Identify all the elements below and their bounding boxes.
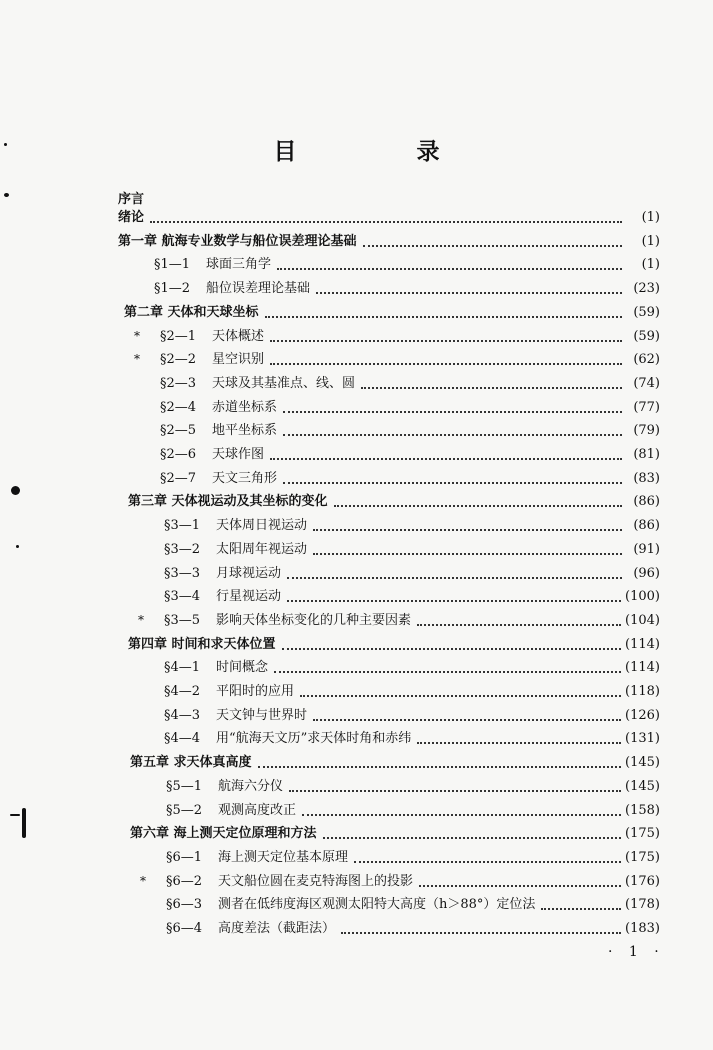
- toc-entry-title: 天文钟与世界时: [216, 708, 308, 723]
- toc-entry-label: [164, 565, 283, 583]
- toc-chapter-row: [128, 493, 660, 511]
- toc-chapter-row: [124, 304, 660, 322]
- toc-entry-label: [164, 517, 309, 535]
- toc-entry-title: 影响天体坐标变化的几种主要因素: [216, 613, 412, 628]
- leader-dots: [302, 814, 621, 816]
- toc-section-row: [166, 849, 660, 867]
- leader-dots: [283, 482, 622, 484]
- leader-dots: [541, 908, 621, 910]
- leader-dots: [300, 695, 621, 697]
- toc-page-number: (145): [625, 755, 660, 770]
- toc-section-row: [164, 588, 660, 606]
- toc-page-number: (176): [625, 874, 660, 889]
- toc-section-row: [166, 778, 660, 796]
- toc-entry-title: 地平坐标系: [212, 423, 278, 438]
- section-number: §4—1: [164, 660, 201, 675]
- scan-spot: [11, 486, 20, 495]
- toc-page-number: (59): [633, 305, 660, 320]
- toc-page-number: (178): [625, 897, 660, 912]
- section-number: §2—1: [160, 329, 197, 344]
- toc-entry-label: [166, 802, 298, 820]
- toc-section-row: [164, 541, 660, 559]
- toc-page-number: (118): [625, 684, 660, 699]
- toc-section-row: [160, 328, 660, 346]
- toc-entry-label: [160, 399, 279, 417]
- leader-dots: [313, 719, 621, 721]
- toc-chapter-row: [118, 209, 660, 227]
- toc-entry-title: 第四章 时间和求天体位置: [128, 637, 276, 652]
- toc-section-row: [160, 446, 660, 464]
- toc-page-number: (126): [625, 708, 660, 723]
- toc-entry-label: [154, 256, 273, 274]
- leader-dots: [258, 766, 622, 768]
- toc-section-row: [164, 730, 660, 748]
- toc-entry-label: [164, 588, 283, 606]
- leader-dots: [417, 624, 621, 626]
- toc-entry-title: 高度差法（截距法）: [218, 921, 336, 936]
- toc-entry-label: [164, 730, 413, 748]
- toc-entry-title: 行星视运动: [216, 589, 282, 604]
- toc-section-row: [160, 375, 660, 393]
- toc-page-number: (145): [625, 779, 660, 794]
- toc-entry-title: 天文船位圆在麦克特海图上的投影: [218, 874, 414, 889]
- toc-entry-label: [164, 683, 296, 701]
- toc-page-number: (104): [625, 613, 660, 628]
- scan-spot: [16, 545, 19, 548]
- section-number: §4—3: [164, 708, 201, 723]
- section-number: §3—3: [164, 566, 201, 581]
- toc-section-row: [164, 659, 660, 677]
- toc-entry-label: [128, 636, 278, 654]
- section-number: §2—5: [160, 423, 197, 438]
- toc-entry-label: [166, 896, 537, 914]
- toc-entry-title: 天文三角形: [212, 471, 278, 486]
- toc-page-number: (74): [633, 376, 660, 391]
- toc-entry-title: 球面三角学: [206, 257, 272, 272]
- toc-section-row: [166, 873, 660, 891]
- toc-page-number: (114): [625, 660, 660, 675]
- toc-page-number: (175): [625, 850, 660, 865]
- toc-section-row: [166, 802, 660, 820]
- toc-section-row: [160, 422, 660, 440]
- toc-entry-title: 第一章 航海专业数学与船位误差理论基础: [118, 234, 357, 249]
- leader-dots: [287, 600, 621, 602]
- leader-dots: [282, 648, 622, 650]
- toc-section-row: [164, 683, 660, 701]
- toc-entry-title: 天球作图: [212, 447, 265, 462]
- section-number: §2—7: [160, 471, 197, 486]
- toc-entry-title: 绪论: [118, 210, 145, 225]
- toc-entry-label: [160, 470, 279, 488]
- section-number: §3—4: [164, 589, 201, 604]
- toc-page-number: (183): [625, 921, 660, 936]
- toc-section-row: [166, 920, 660, 938]
- toc-entry-title: 平阳时的应用: [216, 684, 295, 699]
- toc-entry-title: 第六章 海上测天定位原理和方法: [130, 826, 317, 841]
- toc-page-number: (1): [641, 210, 660, 225]
- toc-entry-label: [118, 233, 359, 251]
- page-title: 目 录: [273, 138, 496, 165]
- toc-entry-label: [130, 754, 254, 772]
- toc-entry-label: [164, 612, 413, 630]
- leader-dots: [313, 553, 622, 555]
- toc-entry-title: 第二章 天体和天球坐标: [124, 305, 259, 320]
- toc-chapter-row: [130, 754, 660, 772]
- scan-spot: [4, 193, 9, 197]
- toc-entry-title: 月球视运动: [216, 566, 282, 581]
- toc-page-number: (81): [633, 447, 660, 462]
- toc-page-number: (1): [641, 257, 660, 272]
- asterisk-marker: *: [138, 613, 144, 627]
- toc-entry-label: [160, 422, 279, 440]
- leader-dots: [150, 221, 622, 223]
- toc-section-row: [160, 470, 660, 488]
- toc-entry-label: [160, 375, 357, 393]
- asterisk-marker: *: [140, 874, 146, 888]
- toc-entry-title: 星空识别: [212, 352, 265, 367]
- toc-entry-title: 海上测天定位基本原理: [218, 850, 349, 865]
- toc-page-number: (114): [625, 637, 660, 652]
- leader-dots: [265, 316, 622, 318]
- leader-dots: [270, 340, 622, 342]
- toc-page-number: (79): [633, 423, 660, 438]
- scan-spot: [4, 143, 7, 146]
- toc-section-row: [160, 399, 660, 417]
- section-number: §4—4: [164, 731, 201, 746]
- toc-entry-label: [160, 351, 266, 369]
- toc-entry-title: 航海六分仪: [218, 779, 284, 794]
- section-number: §6—4: [166, 921, 203, 936]
- toc-entry-label: [118, 209, 146, 227]
- leader-dots: [417, 742, 621, 744]
- leader-dots: [316, 292, 622, 294]
- leader-dots: [363, 245, 622, 247]
- leader-dots: [277, 268, 622, 270]
- leader-dots: [274, 671, 621, 673]
- toc-entry-label: [160, 328, 266, 346]
- leader-dots: [289, 790, 621, 792]
- toc-entry-label: [128, 493, 330, 511]
- toc-section-row: [154, 256, 660, 274]
- toc-chapter-row: [128, 636, 660, 654]
- toc-chapter-row: [118, 233, 660, 251]
- leader-dots: [270, 363, 622, 365]
- toc-page-number: (91): [633, 542, 660, 557]
- scan-spot: [10, 814, 20, 816]
- toc-entry-label: [166, 920, 337, 938]
- section-number: §2—3: [160, 376, 197, 391]
- toc-entry-label: [164, 707, 309, 725]
- leader-dots: [270, 458, 622, 460]
- leader-dots: [287, 577, 622, 579]
- asterisk-marker: *: [134, 352, 140, 366]
- toc-entry-title: 第五章 求天体真高度: [130, 755, 252, 770]
- toc-entry-title: 时间概念: [216, 660, 269, 675]
- leader-dots: [354, 861, 621, 863]
- toc-entry-title: 天体概述: [212, 329, 265, 344]
- leader-dots: [334, 505, 622, 507]
- preface-heading: 序言: [118, 192, 145, 207]
- section-number: §2—4: [160, 400, 197, 415]
- section-number: §6—2: [166, 874, 203, 889]
- toc-entry-title: 测者在低纬度海区观测太阳特大高度（h＞88°）定位法: [218, 897, 536, 912]
- leader-dots: [313, 529, 622, 531]
- toc-section-row: [160, 351, 660, 369]
- section-number: §6—1: [166, 850, 203, 865]
- toc-entry-title: 太阳周年视运动: [216, 542, 308, 557]
- leader-dots: [323, 837, 622, 839]
- toc-page-number: (59): [633, 329, 660, 344]
- toc-entry-label: [154, 280, 312, 298]
- toc-entry-title: 船位误差理论基础: [206, 281, 311, 296]
- leader-dots: [361, 387, 622, 389]
- toc-page-number: (62): [633, 352, 660, 367]
- toc-chapter-row: [130, 825, 660, 843]
- toc-entry-label: [160, 446, 266, 464]
- toc-section-row: [154, 280, 660, 298]
- toc-section-row: [164, 565, 660, 583]
- section-number: §2—2: [160, 352, 197, 367]
- toc-section-row: [166, 896, 660, 914]
- toc-entry-title: 赤道坐标系: [212, 400, 278, 415]
- section-number: §4—2: [164, 684, 201, 699]
- toc-entry-label: [164, 541, 309, 559]
- toc-page-number: (86): [633, 494, 660, 509]
- leader-dots: [283, 411, 622, 413]
- section-number: §3—1: [164, 518, 201, 533]
- section-number: §6—3: [166, 897, 203, 912]
- section-number: §1—2: [154, 281, 191, 296]
- asterisk-marker: *: [134, 329, 140, 343]
- toc-section-row: [164, 707, 660, 725]
- toc-entry-title: 天球及其基准点、线、圆: [212, 376, 356, 391]
- toc-entry-label: [124, 304, 261, 322]
- toc-page-number: (86): [633, 518, 660, 533]
- toc-page-number: (96): [633, 566, 660, 581]
- toc-entry-title: 第三章 天体视运动及其坐标的变化: [128, 494, 328, 509]
- leader-dots: [283, 434, 622, 436]
- toc-entry-label: [166, 778, 285, 796]
- page-number: · 1 ·: [608, 944, 665, 960]
- section-number: §3—2: [164, 542, 201, 557]
- toc-section-row: [164, 517, 660, 535]
- toc-entry-label: [166, 873, 415, 891]
- toc-page-number: (100): [625, 589, 660, 604]
- toc-page-number: (1): [641, 234, 660, 249]
- toc-entry-label: [166, 849, 350, 867]
- toc-page-number: (23): [633, 281, 660, 296]
- section-number: §3—5: [164, 613, 201, 628]
- toc-entry-label: [164, 659, 270, 677]
- toc-entry-title: 天体周日视运动: [216, 518, 308, 533]
- toc-page-number: (158): [625, 803, 660, 818]
- toc-page-number: (175): [625, 826, 660, 841]
- toc-page-number: (77): [633, 400, 660, 415]
- scan-spot: [22, 808, 26, 838]
- leader-dots: [341, 932, 621, 934]
- toc-entry-label: [130, 825, 319, 843]
- toc-page-number: (131): [625, 731, 660, 746]
- toc-entry-title: 用“航海天文历”求天体时角和赤纬: [216, 731, 412, 746]
- leader-dots: [419, 885, 621, 887]
- toc-section-row: [164, 612, 660, 630]
- section-number: §2—6: [160, 447, 197, 462]
- section-number: §5—1: [166, 779, 203, 794]
- section-number: §5—2: [166, 803, 203, 818]
- section-number: §1—1: [154, 257, 191, 272]
- toc-page-number: (83): [633, 471, 660, 486]
- toc-entry-title: 观测高度改正: [218, 803, 297, 818]
